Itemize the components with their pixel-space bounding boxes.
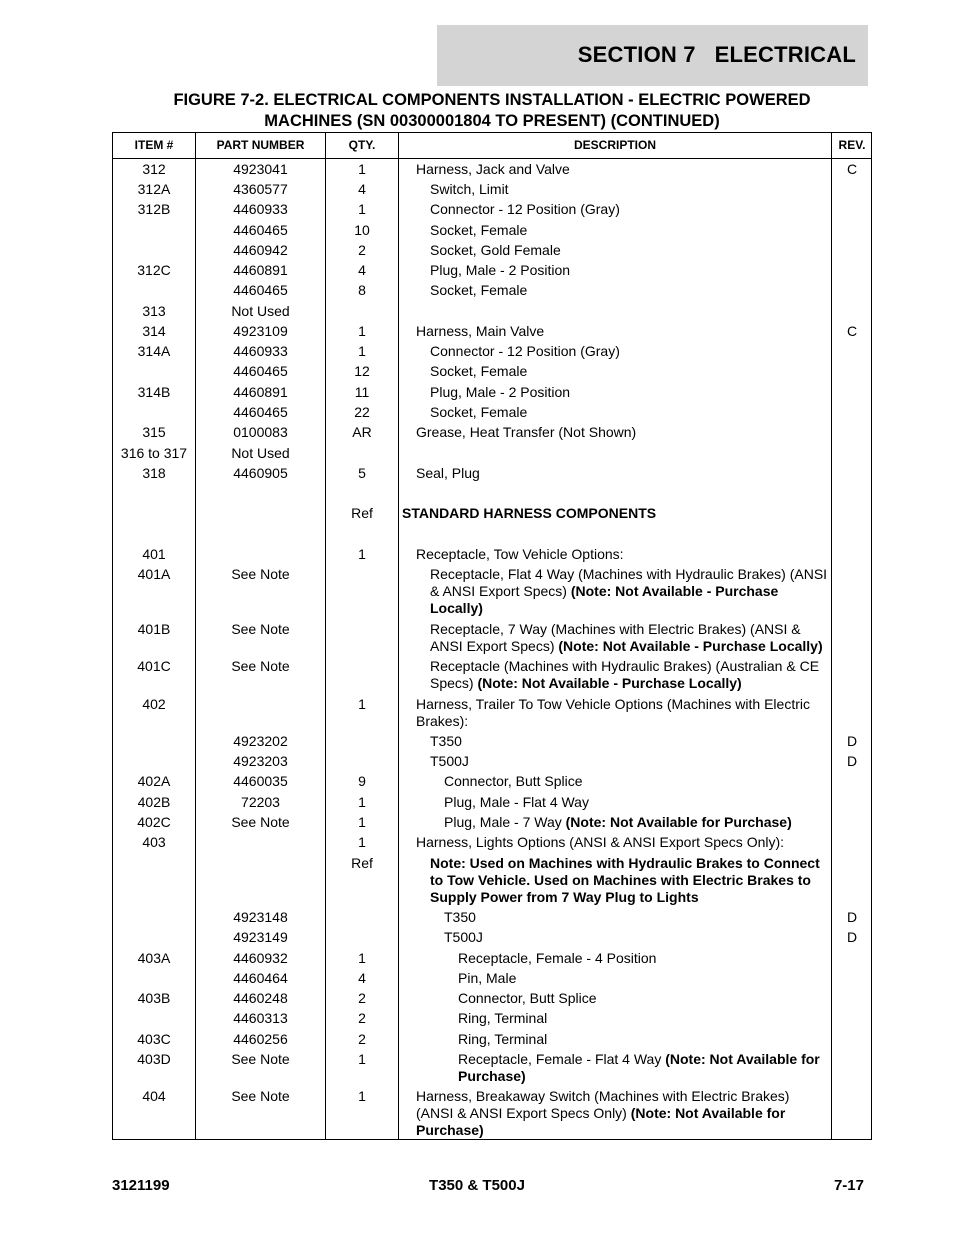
part-number: 4460932 (233, 950, 288, 966)
column-header-part-number: PART NUMBER (216, 138, 305, 152)
description-text: Receptacle, Female - Flat 4 Way (458, 1051, 666, 1067)
quantity: 4 (358, 262, 366, 278)
part-number: 4460465 (233, 282, 288, 298)
description (444, 909, 829, 926)
description (430, 222, 829, 239)
description-text: Plug, Male - 7 Way (444, 814, 566, 830)
figure-title-line-1: FIGURE 7-2. ELECTRICAL COMPONENTS INSTALLATION - ELECTRIC POWERED (173, 91, 811, 109)
description-text: Seal, Plug (416, 465, 480, 481)
part-number: See Note (231, 566, 290, 582)
item-number: 403B (137, 990, 171, 1006)
quantity: 1 (358, 323, 366, 339)
part-number: 4923109 (233, 323, 288, 339)
description-text: Plug, Male - 2 Position (430, 384, 571, 400)
description-text: Socket, Female (430, 222, 528, 238)
description (416, 465, 829, 482)
revision: D (846, 753, 858, 769)
item-number: 403 (142, 834, 166, 850)
description (458, 970, 829, 987)
quantity: 12 (354, 363, 370, 379)
part-number: 4923203 (233, 753, 288, 769)
part-number: 4460933 (233, 201, 288, 217)
description (430, 242, 829, 259)
quantity: 1 (358, 814, 366, 830)
item-number: 318 (142, 465, 166, 481)
item-number: 401A (137, 566, 171, 582)
part-number: 4460248 (233, 990, 288, 1006)
description-text: Receptacle, 7 Way (Machines with Electric Brakes) (ANSI & ANSI Export Specs) (430, 621, 801, 654)
revision: C (846, 323, 858, 339)
item-number: 316 to 317 (120, 445, 188, 461)
description (416, 1088, 829, 1139)
item-number: 401B (137, 621, 171, 637)
description-text: Harness, Jack and Valve (416, 161, 570, 177)
quantity: 1 (358, 546, 366, 562)
part-number: See Note (231, 621, 290, 637)
description-note: (Note: Not Available - Purchase Locally) (430, 583, 779, 616)
description-text: Grease, Heat Transfer (Not Shown) (416, 424, 637, 440)
description-text: Harness, Trailer To Tow Vehicle Options (Machines with Electric Brakes): (416, 696, 810, 729)
item-number: 314B (137, 384, 171, 400)
revision: D (846, 733, 858, 749)
section-title: SECTION 7 ELECTRICAL (577, 42, 856, 67)
description-text: Receptacle, Female - 4 Position (458, 950, 657, 966)
description-text: Receptacle, Flat 4 Way (Machines with Hydraulic Brakes) (ANSI & ANSI Export Specs) (430, 566, 828, 599)
part-number: 4460933 (233, 343, 288, 359)
footer-model: T350 & T500J (429, 1177, 525, 1194)
part-number: 4460891 (233, 262, 288, 278)
parts-table (112, 132, 872, 1140)
part-number: 4460465 (233, 404, 288, 420)
description-text: T500J (430, 753, 469, 769)
quantity: 8 (358, 282, 366, 298)
item-number: 402C (137, 814, 171, 830)
description (430, 855, 829, 906)
description (416, 323, 829, 340)
quantity: 1 (358, 794, 366, 810)
part-number: See Note (231, 658, 290, 674)
description-text: Plug, Male - 2 Position (430, 262, 571, 278)
part-number: 4360577 (233, 181, 288, 197)
description (430, 384, 829, 401)
part-number: 4460942 (233, 242, 288, 258)
quantity: 1 (358, 950, 366, 966)
quantity: 9 (358, 773, 366, 789)
description (416, 546, 829, 563)
quantity: 2 (358, 1031, 366, 1047)
description (458, 950, 829, 967)
quantity: Ref (351, 855, 373, 871)
part-number: 4460035 (233, 773, 288, 789)
description-note: (Note: Not Available for Purchase) (565, 814, 792, 830)
description-text: Socket, Female (430, 282, 528, 298)
item-number: 315 (142, 424, 166, 440)
description (430, 363, 829, 380)
description-text: Harness, Breakaway Switch (Machines with Electric Brakes) (ANSI & ANSI Export Specs Only) (416, 1088, 790, 1121)
quantity: 5 (358, 465, 366, 481)
quantity: 4 (358, 970, 366, 986)
quantity: 2 (358, 990, 366, 1006)
description-text: T350 (444, 909, 476, 925)
revision: D (846, 909, 858, 925)
quantity: 10 (354, 222, 370, 238)
quantity: 1 (358, 1088, 366, 1104)
description-text: Ring, Terminal (458, 1010, 548, 1026)
description-text: Receptacle (Machines with Hydraulic Brakes) (Australian & CE Specs) (430, 658, 820, 691)
description (430, 282, 829, 299)
description-text: Connector, Butt Splice (458, 990, 597, 1006)
item-number: 401C (137, 658, 171, 674)
part-number: 4923202 (233, 733, 288, 749)
figure-title-line-2: MACHINES (SN 00300001804 TO PRESENT) (CONTINUED) (264, 112, 720, 130)
quantity: 11 (354, 384, 370, 400)
description (430, 658, 829, 692)
quantity: AR (352, 424, 372, 440)
description (430, 181, 829, 198)
column-header-item: ITEM # (134, 138, 174, 152)
description-text: T500J (444, 929, 483, 945)
description-note: (Note: Not Available for Purchase) (458, 1051, 820, 1084)
part-number: Not Used (231, 445, 290, 461)
description (430, 404, 829, 421)
description (430, 621, 829, 655)
description (458, 1010, 829, 1027)
part-number: 72203 (241, 794, 280, 810)
item-number: 404 (142, 1088, 166, 1104)
description (430, 733, 829, 750)
item-number: 403A (137, 950, 171, 966)
part-number: 4460905 (233, 465, 288, 481)
description-text: Plug, Male - Flat 4 Way (444, 794, 589, 810)
part-number: See Note (231, 1088, 290, 1104)
description-note: (Note: Not Available for Purchase) (416, 1105, 786, 1138)
figure-title (112, 90, 872, 132)
part-number: 4460465 (233, 222, 288, 238)
item-number: 314 (142, 323, 166, 339)
description (430, 201, 829, 218)
quantity: 1 (358, 834, 366, 850)
description-text: Connector, Butt Splice (444, 773, 583, 789)
description-text: Pin, Male (458, 970, 517, 986)
description (444, 773, 829, 790)
quantity: 2 (358, 1010, 366, 1026)
description-text: Socket, Gold Female (430, 242, 561, 258)
description (458, 990, 829, 1007)
description-text: Switch, Limit (430, 181, 509, 197)
part-number: 4923149 (233, 929, 288, 945)
description (444, 794, 829, 811)
section-header-band (437, 25, 868, 86)
description-text: Harness, Main Valve (416, 323, 545, 339)
part-number: 4923041 (233, 161, 288, 177)
part-number: 4460464 (233, 970, 288, 986)
item-number: 312A (137, 181, 171, 197)
description (416, 696, 829, 730)
part-number: 0100083 (233, 424, 288, 440)
item-number: 402 (142, 696, 166, 712)
description-text: Receptacle, Tow Vehicle Options: (416, 546, 624, 562)
footer-doc-number: 3121199 (112, 1177, 170, 1194)
quantity: 1 (358, 201, 366, 217)
quantity: 1 (358, 161, 366, 177)
column-header-description: DESCRIPTION (573, 138, 656, 152)
description (458, 1051, 829, 1085)
description-text: Ring, Terminal (458, 1031, 548, 1047)
column-divider (831, 133, 832, 1139)
description-note: Note: Used on Machines with Hydraulic Brakes to Connect to Tow Vehicle. Used on Machines with Electric Brakes to Supply Power from 7 Way Plug to Lights (430, 855, 820, 905)
footer-page-number: 7-17 (833, 1177, 864, 1194)
item-number: 313 (142, 303, 166, 319)
description (402, 505, 829, 522)
quantity: 1 (358, 1051, 366, 1067)
column-divider (398, 133, 399, 1139)
part-number: Not Used (231, 303, 290, 319)
part-number: 4460313 (233, 1010, 288, 1026)
revision: D (846, 929, 858, 945)
description-text: T350 (430, 733, 462, 749)
header-divider (113, 158, 871, 159)
quantity: 22 (354, 404, 370, 420)
quantity: 4 (358, 181, 366, 197)
description-text: Socket, Female (430, 404, 528, 420)
item-number: 312B (137, 201, 171, 217)
description-note: (Note: Not Available - Purchase Locally) (477, 675, 742, 691)
quantity: Ref (351, 505, 373, 521)
item-number: 403D (137, 1051, 171, 1067)
description-note: STANDARD HARNESS COMPONENTS (402, 505, 657, 521)
item-number: 402B (137, 794, 171, 810)
revision: C (846, 161, 858, 177)
description-text: Connector - 12 Position (Gray) (430, 343, 620, 359)
item-number: 403C (137, 1031, 171, 1047)
item-number: 401 (142, 546, 166, 562)
description (430, 753, 829, 770)
description (430, 343, 829, 360)
item-number: 402A (137, 773, 171, 789)
description (444, 929, 829, 946)
item-number: 314A (137, 343, 171, 359)
quantity: 1 (358, 343, 366, 359)
column-header-qty: QTY. (348, 138, 376, 152)
quantity: 1 (358, 696, 366, 712)
item-number: 312 (142, 161, 166, 177)
part-number: 4460891 (233, 384, 288, 400)
description (444, 814, 829, 831)
description (416, 834, 829, 851)
part-number: 4923148 (233, 909, 288, 925)
item-number: 312C (137, 262, 171, 278)
part-number: 4460256 (233, 1031, 288, 1047)
description-text: Connector - 12 Position (Gray) (430, 201, 620, 217)
column-header-rev: REV. (838, 138, 866, 152)
description-note: (Note: Not Available - Purchase Locally) (558, 638, 823, 654)
description-text: Harness, Lights Options (ANSI & ANSI Export Specs Only): (416, 834, 785, 850)
description (430, 262, 829, 279)
description (458, 1031, 829, 1048)
quantity: 2 (358, 242, 366, 258)
description (430, 566, 829, 617)
part-number: See Note (231, 1051, 290, 1067)
description-text: Socket, Female (430, 363, 528, 379)
part-number: See Note (231, 814, 290, 830)
description (416, 424, 829, 441)
part-number: 4460465 (233, 363, 288, 379)
description (416, 161, 829, 178)
